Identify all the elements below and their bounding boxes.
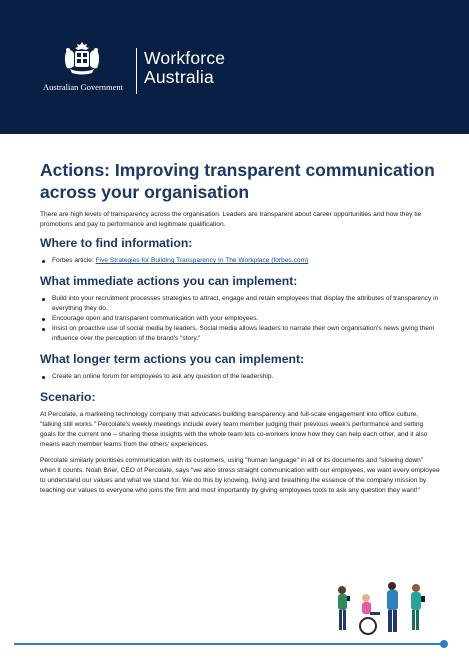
footer-accent-line <box>14 643 444 645</box>
brand-line-2: Australia <box>144 67 214 87</box>
main-content <box>40 159 440 502</box>
where-list <box>40 256 440 266</box>
footer-accent-dot <box>440 640 448 648</box>
wheelchair-user-icon <box>360 594 380 634</box>
immediate-list <box>40 294 440 344</box>
where-heading: Where to find information: <box>40 236 193 250</box>
person-with-tablet-icon <box>411 584 425 630</box>
forbes-prefix: Forbes article: <box>52 257 96 264</box>
workforce-australia-logo <box>144 49 225 87</box>
people-illustration <box>330 578 440 636</box>
list-item <box>40 256 440 266</box>
list-item: Build into your recruitment processes strategies to attract, engage and retain employees that display the attributes of transparency in everything they do. <box>40 294 440 314</box>
government-crest <box>38 40 128 98</box>
list-item: Create an online forum for employees to ask any question of the leadership. <box>40 372 440 382</box>
header-divider <box>136 48 137 94</box>
scenario-paragraph: Percolate similarly prioritises communication with its customers, using "human language" in all of its documents and "slowing down" when it counts. Noah Brier, CEO of Percolate, says "we also stress straight communication with our employees, we want every employee to understand our values and what we stand for. We do this by knowing, living and breathing the essence of the company mission by teaching our values to everyone who joins the firm and most importantly by giving employees tools to ask any question they want!" <box>40 457 440 494</box>
scenario-paragraph: At Percolate, a marketing technology company that advocates building transparency and full-scale engagement into office culture, "talking still works." Percolate's weekly meetings include every team member judging their previous week's performance and setting goals for the current one – sharing these insights with the whole team lets co-workers know how they can help each other, and it also means each member learns from the others' experiences. <box>40 411 428 448</box>
person-with-phone-icon <box>338 586 350 630</box>
header-banner <box>0 0 469 134</box>
coat-of-arms-icon <box>58 40 106 80</box>
list-item: Encourage open and transparent communication with your employees. <box>40 314 440 324</box>
longer-list <box>40 372 440 382</box>
page-title: Actions: Improving transparent communication across your organisation <box>40 160 435 202</box>
longer-heading: What longer term actions you can implement: <box>40 352 305 366</box>
list-item: Insist on proactive use of social media by leaders. Social media allows leaders to narrate their own organisation's news giving them influence over the perception of the brand's "story." <box>40 324 440 344</box>
brand-line-1: Workforce <box>144 48 226 68</box>
immediate-heading: What immediate actions you can implement: <box>40 274 298 288</box>
intro-paragraph: There are high levels of transparency across the organisation. Leaders are transparent about career opportunities and how they tie promotions and pay to performance and legitimate qualification. <box>40 211 422 228</box>
government-label: Australian Government <box>42 82 124 92</box>
person-blue-suit-icon <box>387 582 398 632</box>
scenario-heading: Scenario: <box>40 390 96 404</box>
forbes-link[interactable]: Five Strategies for Building Transparency In The Workplace (forbes.com) <box>95 257 309 264</box>
